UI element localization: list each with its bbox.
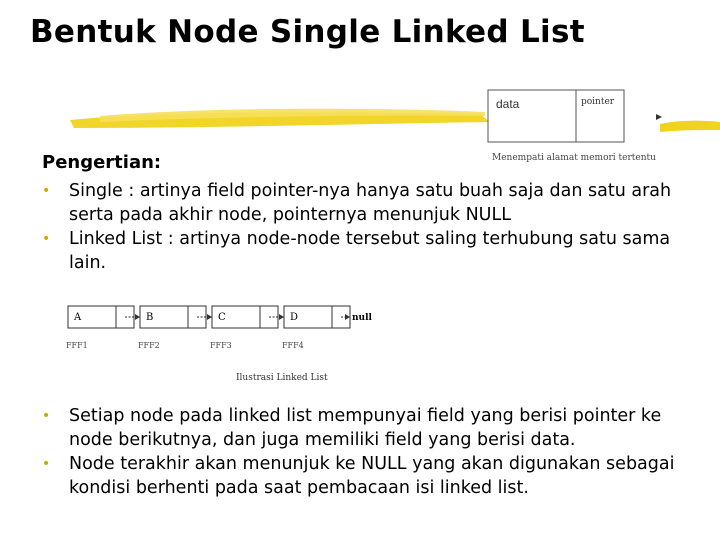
null-label: null (352, 313, 372, 323)
section-heading: Pengertian: (42, 152, 162, 173)
node-label: B (146, 312, 154, 323)
node-address: FFF1 (66, 341, 88, 350)
bullet-icon: • (42, 183, 51, 199)
node-structure-diagram (480, 88, 720, 168)
node-address: FFF4 (282, 341, 304, 350)
slide-title: Bentuk Node Single Linked List (30, 14, 585, 50)
node-label: D (290, 312, 299, 323)
list-item: • Linked List : artinya node-node tersebut saling terhubung satu sama lain. (42, 229, 671, 273)
bullet-icon: • (42, 231, 51, 247)
arrow-head-icon (656, 114, 662, 120)
arrow-head-icon (279, 314, 284, 320)
arrow-head-icon (135, 314, 140, 320)
list-item: • Single : artinya field pointer-nya hanya satu buah saja dan satu arah serta pada akhir node, pointernya menunjuk NULL (42, 181, 672, 225)
node-data-label: data (496, 97, 520, 111)
node-label: C (218, 312, 226, 323)
node-address: FFF3 (210, 341, 232, 350)
list-item: • Node terakhir akan menunjuk ke NULL yang akan digunakan sebagai kondisi berhenti pada saat pembacaan isi linked list. (42, 454, 675, 498)
bullet-icon: • (42, 408, 51, 424)
list-item: • Setiap node pada linked list mempunyai field yang berisi pointer ke node berikutnya, dan juga memiliki field yang berisi data. (42, 406, 662, 450)
illustration-caption: Ilustrasi Linked List (236, 373, 328, 383)
node-caption: Menempati alamat memori tertentu (492, 153, 656, 163)
node-pointer-label: pointer (581, 97, 615, 107)
linked-list-illustration (60, 296, 400, 388)
bullet-icon: • (42, 456, 51, 472)
arrow-head-icon (207, 314, 212, 320)
bullet-list-bottom (42, 404, 682, 500)
node-label: A (74, 312, 82, 323)
node-address: FFF2 (138, 341, 160, 350)
bullet-list-top (42, 179, 682, 275)
